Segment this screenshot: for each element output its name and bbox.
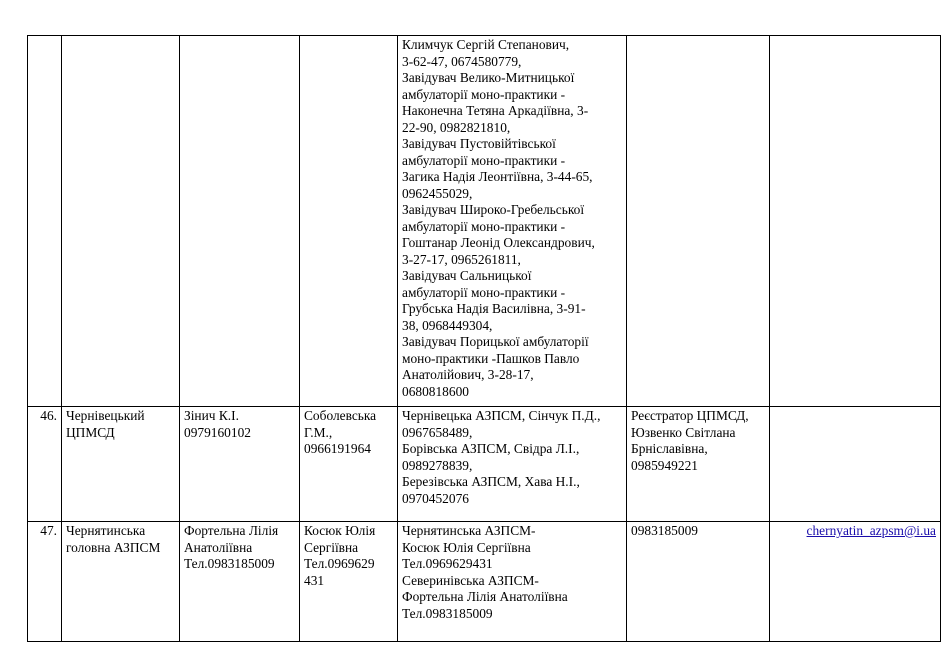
facility-name-line: ЦПМСД bbox=[66, 424, 115, 440]
deputy-line: 0966191964 bbox=[304, 441, 371, 456]
deputy-cell bbox=[300, 407, 398, 522]
contact-line: Загика Надія Леонтіївна, 3-44-65, bbox=[402, 169, 593, 184]
deputy-line: 431 bbox=[304, 572, 325, 588]
registrar-line: Брніславівна, bbox=[631, 441, 708, 456]
row-number-cell bbox=[28, 36, 62, 407]
contact-line: амбулаторії моно-практики - bbox=[402, 152, 566, 168]
contact-line: 0967658489, bbox=[402, 424, 473, 440]
registrar-cell bbox=[627, 407, 770, 522]
contact-line: 0962455029, bbox=[402, 185, 473, 201]
contact-line: Фортельна Лілія Анатоліївна bbox=[402, 589, 568, 604]
deputy-line: Косюк Юлія bbox=[304, 523, 376, 538]
email-cell bbox=[770, 36, 941, 407]
deputy-line: Соболевська bbox=[304, 408, 377, 423]
head-line: Фортельна Лілія bbox=[184, 523, 279, 538]
facility-name-cell bbox=[62, 522, 180, 642]
email-cell bbox=[770, 522, 941, 642]
contact-line: Завідувач Сальницької bbox=[402, 268, 532, 283]
head-line: 0979160102 bbox=[184, 424, 251, 440]
facility-name-cell bbox=[62, 407, 180, 522]
table-row bbox=[28, 36, 941, 407]
head-cell bbox=[180, 407, 300, 522]
deputy-line: Сергіївна bbox=[304, 539, 359, 555]
contact-line: Чернівецька АЗПСМ, Сінчук П.Д., bbox=[402, 408, 601, 423]
contact-line: Наконечна Тетяна Аркадіївна, 3- bbox=[402, 103, 589, 118]
contact-line: Тел.0969629431 bbox=[402, 556, 493, 571]
registrar-cell bbox=[627, 522, 770, 642]
facility-name-line: Чернятинська bbox=[66, 523, 146, 538]
facility-name-line: Чернівецький bbox=[66, 408, 145, 423]
contact-line: 22-90, 0982821810, bbox=[402, 119, 511, 135]
table-row bbox=[28, 407, 941, 522]
contact-line: моно-практики -Пашков Павло bbox=[402, 350, 580, 366]
contact-line: Завідувач Широко-Гребельської bbox=[402, 202, 585, 217]
contact-line: Климчук Сергій Степанович, bbox=[402, 37, 570, 52]
contact-line: амбулаторії моно-практики - bbox=[402, 218, 566, 234]
deputy-cell bbox=[300, 522, 398, 642]
email-link[interactable]: chernyatin_azpsm@i.ua bbox=[806, 523, 936, 538]
head-cell bbox=[180, 36, 300, 407]
registrar-line: 0985949221 bbox=[631, 457, 698, 473]
table-row bbox=[28, 522, 941, 642]
email-cell bbox=[770, 407, 941, 522]
contact-line: Завідувач Пустовійтівської bbox=[402, 136, 556, 151]
row-number: 47. bbox=[40, 523, 57, 538]
registrar-line: Реєстратор ЦПМСД, bbox=[631, 408, 749, 423]
contact-line: амбулаторії моно-практики - bbox=[402, 86, 566, 102]
contact-line: 0989278839, bbox=[402, 457, 473, 473]
contact-line: Гоштанар Леонід Олександрович, bbox=[402, 235, 595, 250]
contact-line: Завідувач Велико-Митницької bbox=[402, 70, 575, 85]
contact-line: Тел.0983185009 bbox=[402, 605, 493, 621]
head-line: Анатоліївна bbox=[184, 539, 253, 555]
facilities-table bbox=[27, 35, 941, 642]
deputy-cell bbox=[300, 36, 398, 407]
contact-line: 3-27-17, 0965261811, bbox=[402, 251, 521, 267]
contact-line: 0680818600 bbox=[402, 383, 469, 399]
contact-line: Борівська АЗПСМ, Свідра Л.І., bbox=[402, 441, 580, 456]
contact-line: 0970452076 bbox=[402, 490, 469, 506]
head-line: Тел.0983185009 bbox=[184, 556, 275, 571]
contact-line: амбулаторії моно-практики - bbox=[402, 284, 566, 300]
contact-line: 3-62-47, 0674580779, bbox=[402, 53, 522, 69]
registrar-line: Юзвенко Світлана bbox=[631, 424, 736, 440]
table-body bbox=[28, 36, 941, 642]
contacts-cell bbox=[398, 522, 627, 642]
head-cell bbox=[180, 522, 300, 642]
contact-line: Косюк Юлія Сергіївна bbox=[402, 539, 531, 555]
facility-name-line: головна АЗПСМ bbox=[66, 539, 161, 555]
contact-line: Грубська Надія Василівна, 3-91- bbox=[402, 301, 586, 316]
registrar-line: 0983185009 bbox=[631, 523, 698, 538]
row-number-cell bbox=[28, 522, 62, 642]
contact-line: Березівська АЗПСМ, Хава Н.І., bbox=[402, 474, 580, 489]
contact-line: Завідувач Порицької амбулаторії bbox=[402, 334, 589, 349]
contact-line: Северинівська АЗПСМ- bbox=[402, 572, 539, 588]
contact-line: Чернятинська АЗПСМ- bbox=[402, 523, 536, 538]
deputy-line: Тел.0969629 bbox=[304, 556, 375, 571]
row-number-cell bbox=[28, 407, 62, 522]
head-line: Зінич К.І. bbox=[184, 408, 239, 423]
contact-line: 38, 0968449304, bbox=[402, 317, 493, 333]
contacts-cell bbox=[398, 407, 627, 522]
deputy-line: Г.М., bbox=[304, 424, 333, 440]
facility-name-cell bbox=[62, 36, 180, 407]
contact-line: Анатолійович, 3-28-17, bbox=[402, 367, 534, 382]
row-number: 46. bbox=[40, 408, 57, 423]
registrar-cell bbox=[627, 36, 770, 407]
contacts-cell bbox=[398, 36, 627, 407]
